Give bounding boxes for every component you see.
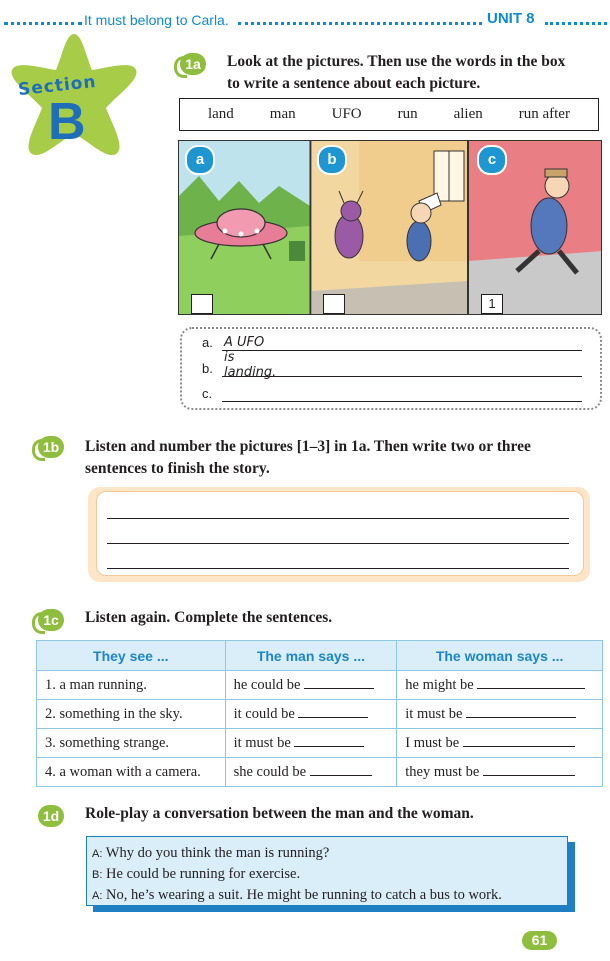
table-cell[interactable]: I must be [397, 729, 603, 758]
exercise-1a-badge: 1a [180, 53, 206, 75]
answer-blank[interactable] [483, 774, 575, 776]
header-dots-middle [238, 22, 482, 25]
section-word: Section [17, 71, 98, 101]
picture-b-number-box[interactable] [323, 294, 345, 314]
table-row [37, 700, 603, 729]
writing-line [107, 518, 569, 519]
picture-a-number-box[interactable] [191, 294, 213, 314]
writing-line [107, 568, 569, 569]
answer-blank[interactable] [298, 716, 368, 718]
writing-line [107, 543, 569, 544]
table-cell[interactable]: it must be [225, 729, 397, 758]
answer-line-c[interactable] [202, 386, 212, 401]
answer-rule [222, 376, 582, 377]
answer-letter: c. [202, 386, 213, 401]
dialogue-line: A: No, he’s wearing a suit. He might be running to catch a bus to work. [92, 887, 502, 903]
unit-label: UNIT 8 [487, 10, 535, 27]
exercise-1b-instruction [85, 436, 531, 480]
dialogue-box [86, 836, 568, 906]
table-row [37, 729, 603, 758]
picture-strip [178, 140, 602, 315]
word: man [269, 106, 296, 122]
sentence-table [36, 640, 603, 787]
header-title: It must belong to Carla. [84, 12, 229, 28]
answer-blank[interactable] [310, 774, 372, 776]
answer-blank[interactable] [294, 745, 364, 747]
exercise-1a-answer-box [180, 327, 602, 410]
exercise-1c-instruction: Listen again. Complete the sentences. [85, 609, 333, 626]
picture-a-label: a [185, 145, 215, 175]
table-cell[interactable]: it must be [397, 700, 603, 729]
exercise-1a-instruction [227, 51, 565, 95]
cartoon-illustration [179, 141, 602, 315]
header-dots-left [4, 22, 82, 25]
column-header: The man says ... [225, 641, 397, 671]
section-letter: B [48, 93, 86, 151]
table-header-row [37, 641, 603, 671]
answer-letter: b. [202, 361, 213, 376]
word: run after [518, 106, 570, 122]
table-cell[interactable]: he could be [225, 671, 397, 700]
answer-line-a[interactable] [202, 335, 277, 380]
table-cell: 4. a woman with a camera. [37, 758, 226, 787]
table-cell[interactable]: she could be [225, 758, 397, 787]
page-number: 61 [522, 931, 557, 950]
header-dots-right [545, 22, 607, 25]
table-row [37, 671, 603, 700]
instruction-line-1: Listen and number the pictures [1–3] in 1a. Then write two or three [85, 438, 531, 455]
table-cell[interactable]: it could be [225, 700, 397, 729]
table-row [37, 758, 603, 787]
table-cell[interactable]: they must be [397, 758, 603, 787]
answer-letter: a. [202, 335, 213, 350]
table-cell: 2. something in the sky. [37, 700, 226, 729]
word: run [397, 106, 418, 122]
exercise-1d-badge: 1d [38, 805, 64, 827]
answer-text-a: A UFO is landing. [224, 335, 277, 380]
answer-rule [222, 401, 582, 402]
table-cell: 3. something strange. [37, 729, 226, 758]
word-box [179, 98, 599, 131]
answer-blank[interactable] [466, 716, 576, 718]
answer-blank[interactable] [477, 687, 585, 689]
table-cell: 1. a man running. [37, 671, 226, 700]
word: UFO [331, 106, 362, 122]
instruction-line-2: sentences to finish the story. [85, 460, 270, 477]
exercise-1c-badge: 1c [38, 609, 64, 631]
answer-blank[interactable] [463, 745, 575, 747]
dialogue-line: A: Why do you think the man is running? [92, 845, 330, 861]
answer-line-b[interactable] [202, 361, 213, 376]
dialogue-line: B: He could be running for exercise. [92, 866, 301, 882]
exercise-1b-badge: 1b [38, 436, 64, 458]
picture-c-number-box[interactable]: 1 [481, 294, 503, 314]
picture-b-label: b [317, 145, 347, 175]
word: alien [453, 106, 483, 122]
column-header: The woman says ... [397, 641, 603, 671]
story-writing-area[interactable] [96, 491, 584, 576]
picture-c-label: c [477, 145, 507, 175]
story-writing-box [88, 487, 590, 582]
word: land [207, 106, 234, 122]
table-cell[interactable]: he might be [397, 671, 603, 700]
answer-blank[interactable] [304, 687, 374, 689]
instruction-line-1: Look at the pictures. Then use the words in the box [227, 53, 566, 70]
instruction-line-2: to write a sentence about each picture. [227, 75, 481, 92]
column-header: They see ... [37, 641, 226, 671]
exercise-1d-instruction: Role-play a conversation between the man and the woman. [85, 805, 474, 822]
answer-rule [222, 350, 582, 351]
